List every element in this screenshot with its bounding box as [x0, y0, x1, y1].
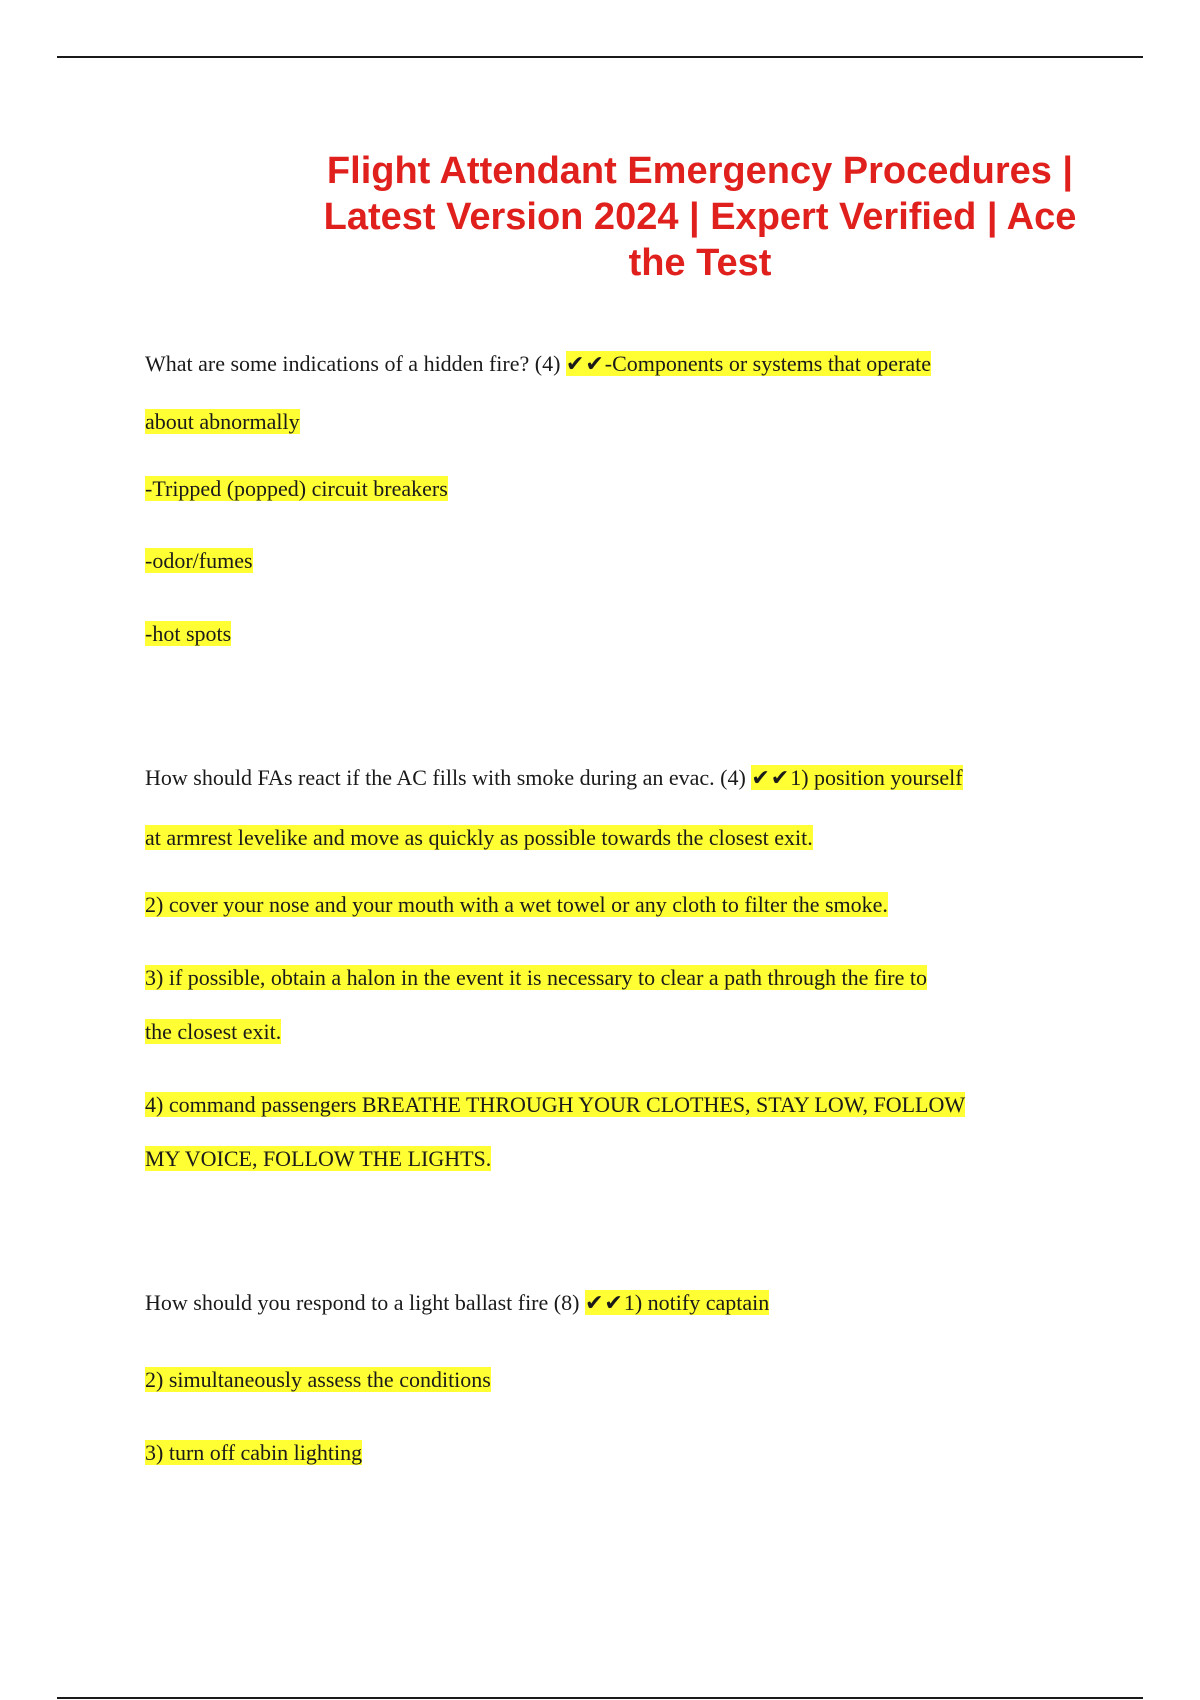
qa-1-question: What are some indications of a hidden fire? (4) [145, 351, 561, 376]
bottom-rule [57, 1697, 1143, 1699]
qa-2-answer-line-5: the closest exit. [145, 1019, 282, 1044]
check-icon: ✔✔ [565, 351, 605, 376]
check-icon: ✔✔ [584, 1290, 624, 1315]
document-title: Flight Attendant Emergency Procedures | Latest Version 2024 | Expert Verified | Ace the Test [323, 150, 1077, 284]
qa-3-answer-line-3: 3) turn off cabin lighting [145, 1440, 363, 1465]
qa-3-answer-line-1: 1) notify captain [623, 1290, 770, 1315]
qa-1-answer-start [566, 351, 931, 376]
check-icon: ✔✔ [751, 765, 791, 790]
qa-3-first-line [145, 1288, 769, 1318]
qa-2-answer-line-2: at armrest levelike and move as quickly as possible towards the closest exit. [145, 825, 813, 850]
qa-1-answer-line-4: -odor/fumes [145, 548, 253, 573]
qa-3-answer-start [585, 1290, 769, 1315]
qa-2-answer-line-7: MY VOICE, FOLLOW THE LIGHTS. [145, 1146, 492, 1171]
qa-1-answer-line-5: -hot spots [145, 621, 232, 646]
qa-2-answer-line-4: 3) if possible, obtain a halon in the event it is necessary to clear a path through the fire to [145, 965, 927, 990]
qa-1-answer-line-2: about abnormally [145, 409, 300, 434]
qa-2-answer-line-6: 4) command passengers BREATHE THROUGH YOUR CLOTHES, STAY LOW, FOLLOW [145, 1092, 966, 1117]
qa-2-answer-start [751, 765, 962, 790]
qa-1-answer-line-3: -Tripped (popped) circuit breakers [145, 476, 448, 501]
qa-3-question: How should you respond to a light ballast fire (8) [145, 1290, 580, 1315]
qa-2-question: How should FAs react if the AC fills with smoke during an evac. (4) [145, 765, 746, 790]
qa-2-first-line [145, 763, 963, 793]
qa-1-first-line [145, 349, 931, 379]
qa-2-answer-line-3: 2) cover your nose and your mouth with a wet towel or any cloth to filter the smoke. [145, 892, 888, 917]
qa-1-answer-line-1: -Components or systems that operate [604, 351, 932, 376]
top-rule [57, 56, 1143, 58]
qa-2-answer-line-1: 1) position yourself [790, 765, 963, 790]
qa-3-answer-line-2: 2) simultaneously assess the conditions [145, 1367, 491, 1392]
